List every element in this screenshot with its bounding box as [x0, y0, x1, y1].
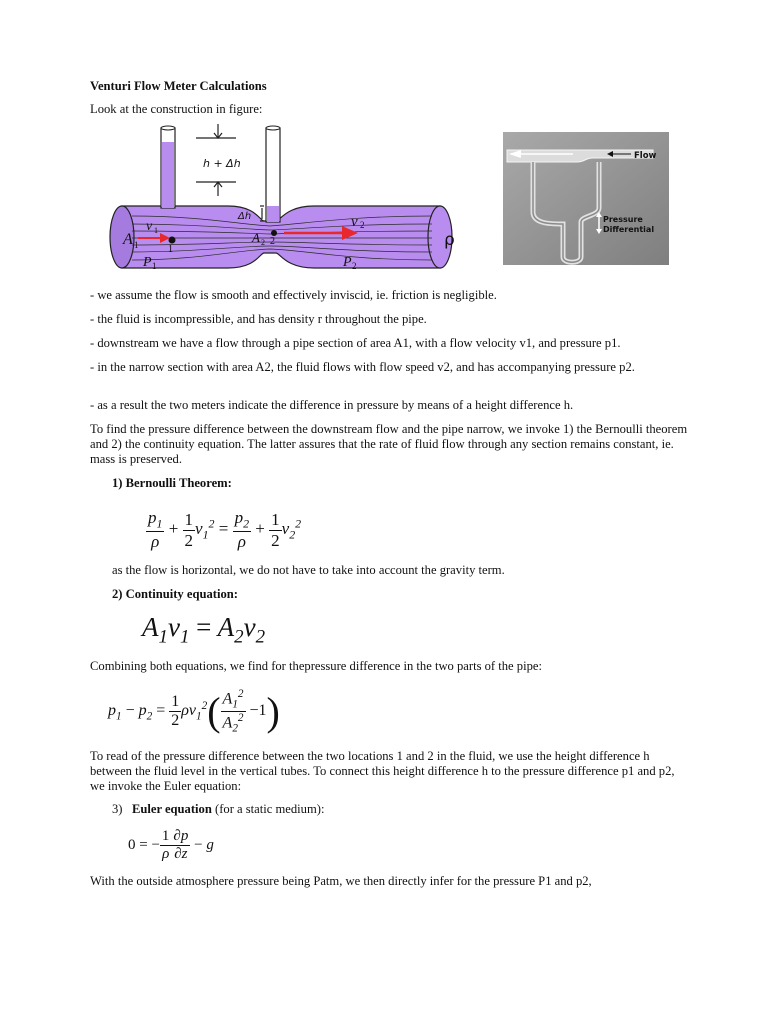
a2-label: A	[252, 230, 260, 245]
intro-text: Look at the construction in figure:	[90, 102, 263, 116]
heading-euler: 3) Euler equation (for a static medium):	[112, 802, 325, 816]
combining-text: Combining both equations, we find for thepressure difference in the two parts of the pipe:	[90, 659, 542, 673]
bullet-height-difference: - as a result the two meters indicate the difference in pressure by means of a height difference h.	[90, 398, 574, 412]
height-paragraph: To read of the pressure difference between the two locations 1 and 2 in the fluid, we use the height difference h between the fluid level in the vertical tubes. To connect this height difference h to the pressure difference p1 and p2, we invoke the Euler equation:	[90, 749, 675, 793]
svg-text:1: 1	[134, 240, 139, 250]
pressure-difference-equation: $p_1 - p_2$ = $\frac{1}{2}$ $\rho v_1^2$( $\frac{A_1^2}{A_2^2}$ −1)	[108, 688, 280, 735]
document-title: Venturi Flow Meter Calculations	[90, 79, 267, 93]
gravity-note: as the flow is horizontal, we do not have to take into account the gravity term.	[112, 563, 505, 577]
final-line: With the outside atmosphere pressure being Patm, we then directly infer for the pressure P1 and p2,	[90, 874, 592, 888]
flow-label: Flow	[634, 151, 657, 161]
svg-text:1: 1	[154, 226, 158, 235]
pressure-meter-photo	[503, 132, 669, 265]
bullet-narrow-section: - in the narrow section with area A2, the fluid flows with flow speed v2, and has accompanying pressure p2.	[90, 360, 635, 374]
height-label: h + Δh	[203, 157, 241, 170]
bullet-incompressible: - the fluid is incompressible, and has density r throughout the pipe.	[90, 312, 427, 326]
point-1-label: 1	[168, 244, 173, 255]
differential-label: Differential	[603, 225, 655, 234]
euler-equation: 0 = − $\frac{1}{\rho}$ $\frac{\partial p}{\partial z}$ − g	[128, 828, 214, 862]
bernoulli-equation: $\frac{p_1}{\rho}$ + $\frac{1}{2}$ $v_1^2$ = $\frac{p_2}{\rho}$ + $\frac{1}{2}$ $v_2^2$	[148, 508, 302, 552]
bernoulli-intro-paragraph: To find the pressure difference between the downstream flow and the pipe narrow, we invoke 1) the Bernoulli theorem and 2) the continuity equation. The latter assures that the rate of fluid flow through any section remains constant, ie. mass is preserved.	[90, 422, 688, 466]
v2-label: v	[351, 214, 358, 230]
continuity-equation: $A_1v_1 = A_2v_2$	[142, 612, 266, 648]
heading-continuity: 2) Continuity equation:	[112, 587, 238, 601]
svg-text:2: 2	[360, 220, 365, 230]
bullet-downstream: - downstream we have a flow through a pipe section of area A1, with a flow velocity v1, and pressure p1.	[90, 336, 621, 350]
bullet-inviscid: - we assume the flow is smooth and effectively inviscid, ie. friction is negligible.	[90, 288, 497, 302]
svg-text:1: 1	[152, 261, 157, 271]
delta-h-label: Δh	[238, 211, 252, 222]
point-1	[169, 237, 176, 244]
rho-label: ρ	[444, 230, 455, 250]
v1-label: v	[146, 219, 153, 234]
pressure-label: Pressure	[603, 215, 643, 224]
a1-label: A	[123, 231, 133, 248]
svg-text:2: 2	[261, 238, 265, 247]
svg-text:2: 2	[352, 261, 357, 271]
point-2-label: 2	[270, 236, 275, 247]
p1-label: P	[143, 255, 152, 270]
venturi-diagram	[88, 120, 466, 278]
p2-label: P	[343, 255, 352, 270]
heading-bernoulli: 1) Bernoulli Theorem:	[112, 476, 232, 490]
